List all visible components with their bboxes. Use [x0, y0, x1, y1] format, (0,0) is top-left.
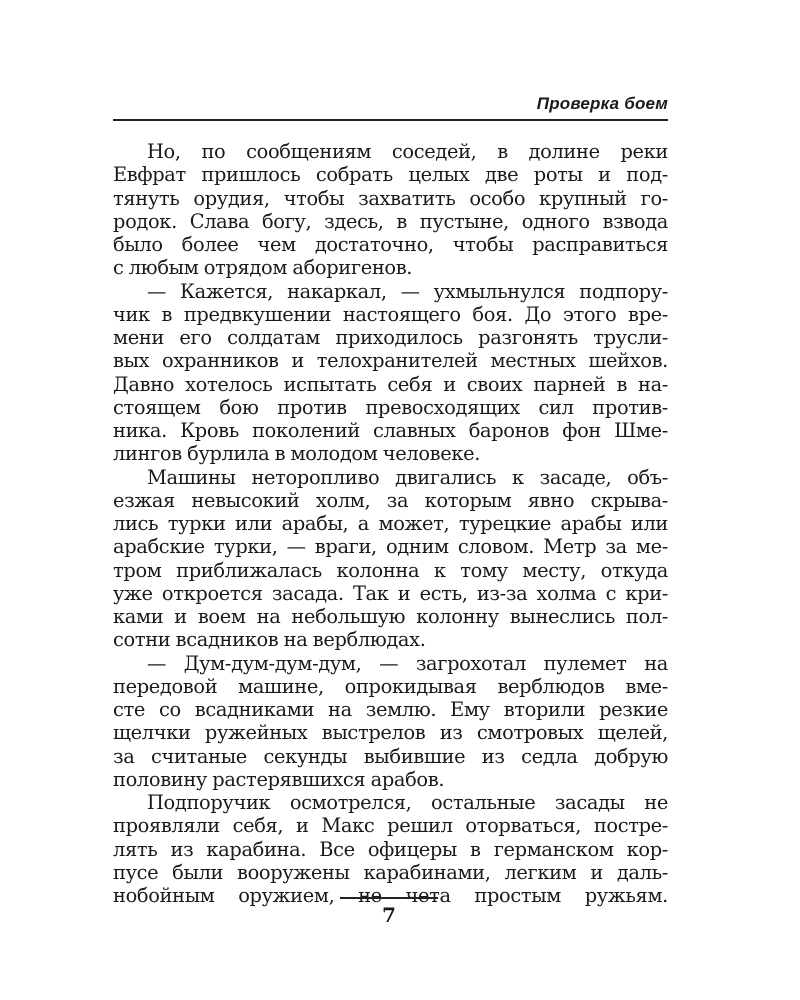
text-line: половину растерявшихся арабов. — [113, 767, 445, 791]
text-line: арабские турки, — враги, одним словом. Метр за ме- — [113, 535, 668, 559]
text-line: сте со всадниками на землю. Ему вторили резкие — [113, 698, 668, 721]
text-line: родок. Слава богу, здесь, в пустыне, одного взвода — [113, 209, 668, 233]
text-line: Машины неторопливо двигались к засаде, объ- — [147, 465, 668, 489]
page-number: 7 — [382, 903, 396, 927]
text-line: передовой машине, опрокидывая верблюдов вме- — [113, 674, 668, 698]
text-line: Евфрат пришлось собрать целых две роты и под- — [113, 163, 668, 187]
text-line: мени его солдатам приходилось разгонять трусли- — [113, 326, 668, 349]
text-line: нобойным оружием, не чета простым ружьям. — [113, 884, 668, 907]
text-line: уже откроется засада. Так и есть, из-за холма с кри- — [113, 581, 668, 605]
text-line: за считаные секунды выбившие из седла добрую — [113, 744, 668, 768]
running-header-title: Проверка боем — [536, 94, 668, 113]
text-line: сотни всадников на верблюдах. — [113, 628, 426, 652]
text-line: ника. Кровь поколений славных баронов фон Шме- — [113, 419, 668, 442]
text-line: стоящем бою против превосходящих сил против- — [113, 395, 668, 419]
text-line: — Дум-дум-дум-дум, — загрохотал пулемет на — [147, 651, 668, 675]
text-line: с любым отрядом аборигенов. — [113, 256, 413, 280]
text-line: Но, по сообщениям соседей, в долине реки — [147, 140, 668, 163]
text-line: было более чем достаточно, чтобы расправиться — [113, 233, 668, 256]
text-line: Давно хотелось испытать себя и своих парней в на- — [113, 372, 668, 396]
text-line: ками и воем на небольшую колонну вынеслись пол- — [113, 605, 668, 628]
text-line: лингов бурлила в молодом человеке. — [113, 442, 481, 466]
text-line: Подпоручик осмотрелся, остальные засады не — [147, 791, 668, 814]
footer-divider — [340, 897, 438, 899]
text-line: езжая невысокий холм, за которым явно скрыва- — [113, 488, 668, 512]
text-line: лись турки или арабы, а может, турецкие арабы или — [113, 512, 668, 535]
text-line: вых охранников и телохранителей местных шейхов. — [113, 349, 668, 373]
body-text — [113, 140, 668, 907]
text-line: лять из карабина. Все офицеры в германском кор- — [113, 837, 668, 861]
text-line: тянуть орудия, чтобы захватить особо крупный го- — [113, 186, 668, 210]
text-line: проявляли себя, и Макс решил оторваться, постре- — [113, 814, 668, 838]
text-line: — Кажется, накаркал, — ухмыльнулся подпору- — [147, 279, 668, 303]
text-line: тром приближалась колонна к тому месту, откуда — [113, 558, 668, 582]
text-line: щелчки ружейных выстрелов из смотровых щелей, — [113, 721, 668, 745]
text-line: пусе были вооружены карабинами, легким и даль- — [113, 860, 668, 884]
header-divider — [113, 119, 668, 121]
text-line: чик в предвкушении настоящего боя. До этого вре- — [113, 302, 668, 326]
